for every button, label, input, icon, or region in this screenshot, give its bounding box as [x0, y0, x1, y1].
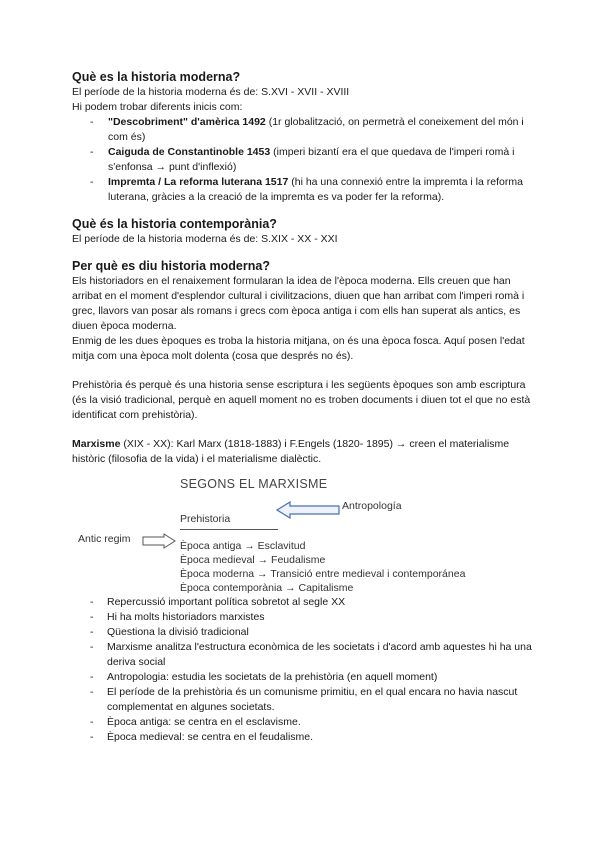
item-text: (1r globalització, on permetrà el coneixement del món i com és) — [108, 116, 524, 143]
list-item — [72, 115, 534, 145]
paragraph-enmig: Enmig de les dues èpoques es troba la historia mitjana, on és una època fosca. Aquí posen l'edat mitja com una època molt dolenta (cosa que després no és). — [72, 335, 525, 362]
item-bold: "Descobriment" d'amèrica 1492 — [108, 116, 266, 128]
prehistoria-label: Prehistoria — [180, 513, 231, 525]
list-item — [72, 145, 534, 175]
item-text: (imperi bizantí era el que quedava de l'imperi romà i s'enfonsa → punt d'inflexió) — [108, 146, 515, 173]
list-item: - Època medieval: se centra en el feudalisme. — [72, 730, 534, 745]
item-bold: Caiguda de Constantinoble 1453 — [108, 146, 271, 158]
list-item: - Repercussió important política sobretot al segle XX — [72, 595, 534, 610]
item-bold: Impremta / La reforma luterana 1517 — [108, 176, 289, 188]
inicis-list — [72, 115, 534, 205]
list-item: - Qüestiona la divisió tradicional — [72, 625, 534, 640]
list-item: - El període de la prehistòria és un comunisme primitiu, en el qual encara no havia nascut complementat en algunes societats. — [72, 685, 534, 715]
divider-line — [180, 529, 278, 530]
antic-regim-label: Antic regim — [78, 533, 131, 545]
inicis-intro-text: Hi podem trobar diferents inicis com: — [72, 101, 243, 113]
list-item — [72, 175, 534, 205]
marxism-bullets — [72, 595, 534, 745]
paragraph-renaixement: Els historiadors en el renaixement formularan la idea de l'època moderna. Ells creuen que han arribat en el moment d'esplendor cultural i civilitzacions, diuen que han arribat com l'imperi romà i grec, llavors van posar als romans i grecs com època antiga i com ells han superat als antics, es diuen època moderna. — [72, 275, 525, 332]
marxism-diagram — [72, 475, 534, 597]
document-page — [72, 70, 534, 745]
paragraph-marxisme — [72, 437, 534, 467]
list-item: - Antropologia: estudia les societats de la prehistòria (en aquell moment) — [72, 670, 534, 685]
marxisme-text: (XIX - XX): Karl Marx (1818-1883) i F.Engels (1820- 1895) → creen el materialisme històric (filosofia de la vida) i el materialisme dialèctic. — [72, 438, 510, 465]
list-item: - Hi ha molts historiadors marxistes — [72, 610, 534, 625]
antropologia-label: Antropología — [342, 500, 402, 512]
periode-contemporania-text: El període de la historia moderna és de: S.XIX - XX - XXI — [72, 233, 338, 245]
epoch-item: Època contemporània → Capitalisme — [180, 582, 354, 594]
periode-moderna-text: El període de la historia moderna és de: S.XVI - XVII - XVIII — [72, 86, 350, 98]
diagram-title: SEGONS EL MARXISME — [180, 477, 328, 491]
heading-historia-contemporania: Què és la historia contemporània? — [72, 217, 277, 231]
item-text: (hi ha una connexió entre la impremta i la reforma luterana, gràcies a la creació de la impremta es va poder fer la reforma). — [108, 176, 523, 203]
paragraph-prehistoria: Prehistòria és perquè és una historia sense escriptura i les següents èpoques son amb escriptura (és la visió tradicional, perquè en aquell moment no es troben documents i diuen tot el que no està identificat com prehistòria). — [72, 379, 531, 421]
heading-historia-moderna: Què es la historia moderna? — [72, 70, 241, 84]
epochs-list — [180, 539, 465, 595]
left-arrow-icon — [276, 501, 340, 519]
marxisme-term: Marxisme — [72, 438, 121, 450]
list-item: - Època antiga: se centra en el esclavisme. — [72, 715, 534, 730]
list-item: - Marxisme analitza l'estructura econòmica de les societats i d'acord amb aquestes hi ha una deriva social — [72, 640, 534, 670]
epoch-item: Època moderna → Transició entre medieval i contemporánea — [180, 568, 466, 580]
epoch-item: Època medieval → Feudalisme — [180, 554, 326, 566]
epoch-item: Època antiga → Esclavitud — [180, 540, 306, 552]
right-arrow-icon — [142, 533, 176, 549]
heading-per-que-moderna: Per què es diu historia moderna? — [72, 259, 270, 273]
